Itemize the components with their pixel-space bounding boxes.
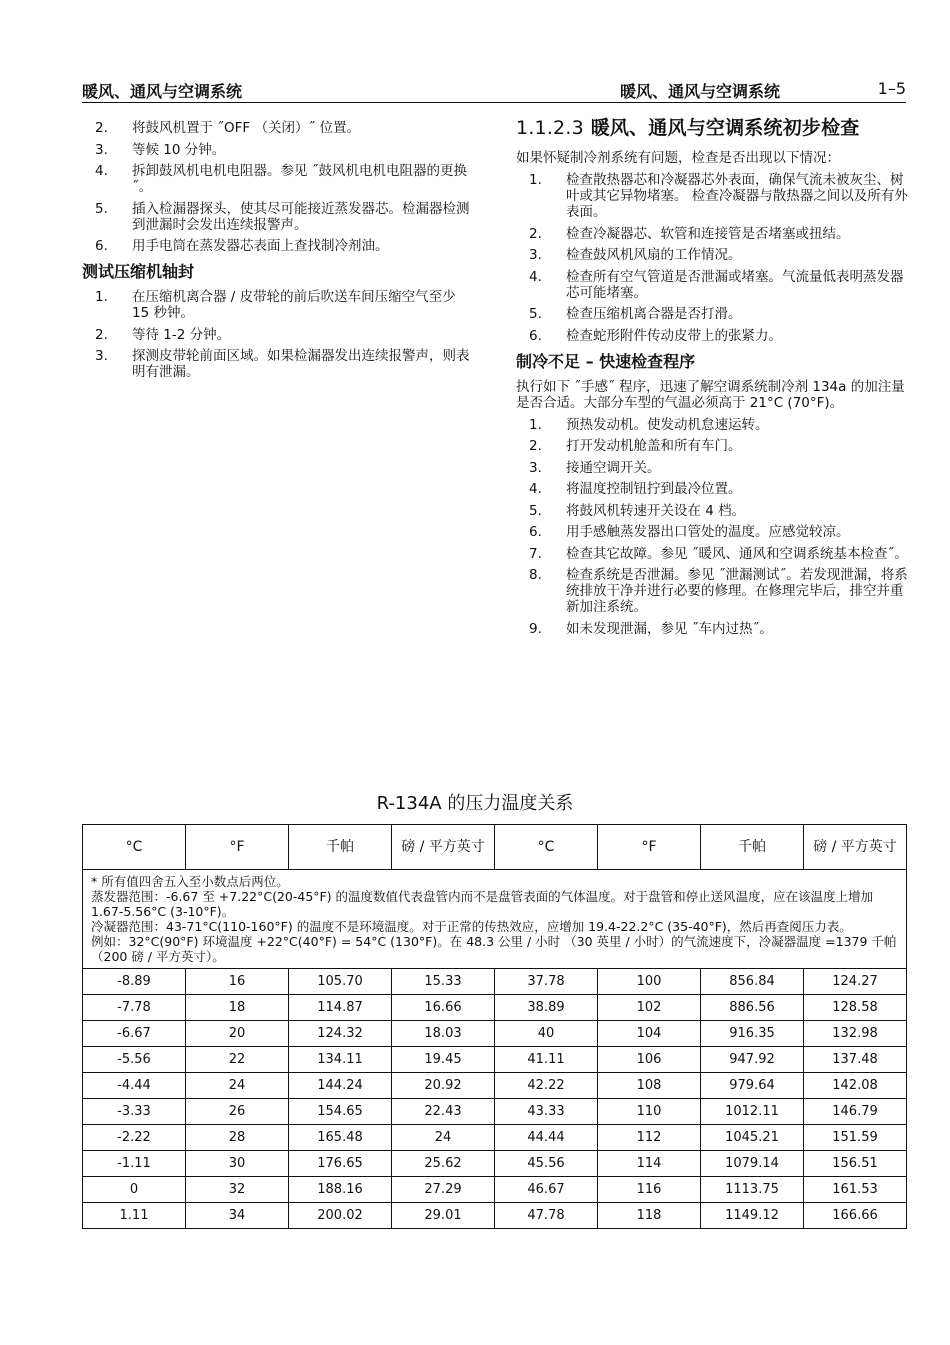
table-cell: 15.33 [392,969,495,995]
list-item [516,328,908,344]
step-number: 6. [95,238,108,254]
list-item [82,142,472,158]
step-text: 检查冷凝器芯、软管和连接管是否堵塞或扭结。 [566,225,850,242]
table-cell: 24 [392,1125,495,1151]
table-cell: 25.62 [392,1151,495,1177]
table-row [83,1047,907,1073]
step-number: 7. [529,545,542,562]
table-cell: 29.01 [392,1203,495,1229]
table-cell: 26 [186,1099,289,1125]
table-row [83,1203,907,1229]
step-number: 3. [95,141,108,158]
step-text: 在压缩机离合器 / 皮带轮的前后吹送车间压缩空气至少 15 秒钟。 [132,289,456,321]
step-number: 2. [95,326,108,343]
table-cell: 112 [598,1125,701,1151]
left-column [82,120,472,386]
table-cell: 151.59 [804,1125,907,1151]
table-cell: 34 [186,1203,289,1229]
table-cell: -3.33 [83,1099,186,1125]
step-text: 探测皮带轮前面区域。如果检漏器发出连续报警声，则表明有泄漏。 [132,348,470,380]
compressor-seal-subhead: 测试压缩机轴封 [82,262,195,281]
table-cell: 166.66 [804,1203,907,1229]
list-item [516,438,908,454]
step-text: 等候 10 分钟。 [132,141,226,158]
step-number: 3. [95,348,108,364]
table-cell: 916.35 [701,1021,804,1047]
table-cell: -7.78 [83,995,186,1021]
table-row [83,1021,907,1047]
table-cell: 105.70 [289,969,392,995]
table-cell: -4.44 [83,1073,186,1099]
section-title-text: 暖风、通风与空调系统初步检查 [590,117,860,139]
table-cell: 124.32 [289,1021,392,1047]
list-item [82,238,472,254]
compressor-seal-steps [82,289,472,380]
table-cell: 20.92 [392,1073,495,1099]
step-number: 5. [529,502,542,519]
list-item [516,460,908,476]
table-cell: 46.67 [495,1177,598,1203]
step-number: 4. [529,481,542,497]
page-header [82,78,906,103]
table-cell: 1149.12 [701,1203,804,1229]
list-item [516,247,908,263]
table-cell: 132.98 [804,1021,907,1047]
list-item [82,289,472,321]
step-number: 1. [529,416,542,433]
table-cell: 156.51 [804,1151,907,1177]
step-text: 检查所有空气管道是否泄漏或堵塞。气流量低表明蒸发器芯可能堵塞。 [566,268,904,301]
table-cell: 108 [598,1073,701,1099]
list-item [516,503,908,519]
step-text: 如未发现泄漏，参见 ˝车内过热˝。 [566,620,773,637]
table-cell: -2.22 [83,1125,186,1151]
step-number: 6. [529,327,542,344]
header-kpa: 千帕 [701,825,804,870]
table-cell: 1113.75 [701,1177,804,1203]
quick-check-paragraph: 执行如下 ˝手感˝ 程序，迅速了解空调系统制冷剂 134a 的加注量是否合适。大部分车型的气温必须高于 21°C (70°F)。 [516,378,905,411]
leak-test-steps [82,120,472,254]
table-cell: -5.56 [83,1047,186,1073]
table-cell: -8.89 [83,969,186,995]
table-cell: 114 [598,1151,701,1177]
step-number: 5. [529,306,542,322]
table-cell: 16 [186,969,289,995]
step-text: 用手感触蒸发器出口管处的温度。应感觉较凉。 [566,524,850,540]
list-item [82,348,472,380]
header-fahrenheit: °F [598,825,701,870]
table-cell: 1012.11 [701,1099,804,1125]
section-title [516,117,908,139]
step-number: 2. [529,225,542,242]
list-item [516,481,908,497]
step-number: 2. [529,438,542,454]
table-row [83,995,907,1021]
step-number: 8. [529,567,542,583]
table-cell: 19.45 [392,1047,495,1073]
table-row [83,1099,907,1125]
step-text: 将温度控制钮拧到最冷位置。 [566,481,742,497]
step-text: 插入检漏器探头，使其尽可能接近蒸发器芯。检漏器检测到泄漏时会发出连续报警声。 [132,200,470,233]
table-cell: 137.48 [804,1047,907,1073]
table-row [83,1177,907,1203]
table-cell: 100 [598,969,701,995]
step-number: 4. [529,268,542,285]
note-example: 例如：32°C(90°F) 环境温度 +22°C(40°F) = 54°C (130°F)。在 48.3 公里 / 小时 （30 英里 / 小时）的气流速度下，冷凝器温度 =1379 千帕 （200 磅 / 平方英寸）。 [91,934,897,964]
table-cell: 114.87 [289,995,392,1021]
table-cell: 38.89 [495,995,598,1021]
step-text: 接通空调开关。 [566,459,661,476]
preliminary-check-steps [516,172,908,344]
list-item [516,621,908,637]
table-cell: 146.79 [804,1099,907,1125]
table-header-row [83,825,907,870]
table-cell: 979.64 [701,1073,804,1099]
header-kpa: 千帕 [289,825,392,870]
table-cell: 110 [598,1099,701,1125]
list-item [516,524,908,540]
table-cell: 142.08 [804,1073,907,1099]
table-cell: 134.11 [289,1047,392,1073]
step-number: 2. [95,120,108,136]
step-text: 将鼓风机置于 ˝OFF （关闭）˝ 位置。 [132,120,361,136]
table-cell: 200.02 [289,1203,392,1229]
table-row [83,1151,907,1177]
table-notes [83,870,907,969]
list-item [516,567,908,615]
table-cell: 45.56 [495,1151,598,1177]
table-cell: 1079.14 [701,1151,804,1177]
table-cell: 188.16 [289,1177,392,1203]
step-number: 1. [95,289,108,305]
table-cell: 104 [598,1021,701,1047]
table-cell: 41.11 [495,1047,598,1073]
header-fahrenheit: °F [186,825,289,870]
right-column [516,117,908,642]
table-cell: 947.92 [701,1047,804,1073]
list-item [82,327,472,343]
table-cell: 22 [186,1047,289,1073]
table-cell: 16.66 [392,995,495,1021]
note-rounding: * 所有值四舍五入至小数点后两位。 [91,874,289,889]
step-text: 打开发动机舱盖和所有车门。 [566,438,742,454]
table-notes-row [83,870,907,969]
header-psi: 磅 / 平方英寸 [804,825,907,870]
table-cell: 32 [186,1177,289,1203]
list-item [82,163,472,195]
step-number: 4. [95,163,108,179]
header-psi: 磅 / 平方英寸 [392,825,495,870]
note-evaporator: 蒸发器范围：-6.67 至 +7.22°C(20-45°F) 的温度数值代表盘管内而不是盘管表面的气体温度。对于盘管和停止送风温度，应在该温度上增加 1.67-5.56°C (3-10°F)。 [91,889,874,919]
table-cell: 40 [495,1021,598,1047]
table-cell: 118 [598,1203,701,1229]
table-cell: 161.53 [804,1177,907,1203]
table-cell: 28 [186,1125,289,1151]
step-number: 5. [95,200,108,217]
list-item [82,120,472,136]
section-number: 1.1.2.3 [516,117,584,139]
step-number: 9. [529,620,542,637]
table-row [83,1073,907,1099]
step-number: 3. [529,459,542,476]
table-cell: 106 [598,1047,701,1073]
table-cell: 18 [186,995,289,1021]
list-item [516,269,908,301]
table-cell: 116 [598,1177,701,1203]
page-number: 1–5 [877,79,906,98]
intro-paragraph: 如果怀疑制冷剂系统有问题，检查是否出现以下情况： [516,150,840,166]
table-cell: 37.78 [495,969,598,995]
table-cell: 43.33 [495,1099,598,1125]
table-cell: 1.11 [83,1203,186,1229]
table-cell: 124.27 [804,969,907,995]
list-item [82,201,472,233]
pressure-temperature-table [82,824,907,1229]
step-number: 6. [529,524,542,540]
note-condenser: 冷凝器范围：43-71°C(110-160°F) 的温度不是环境温度。对于正常的传热效应，应增加 19.4-22.2°C (35-40°F)，然后再查阅压力表。 [91,919,852,934]
table-cell: 165.48 [289,1125,392,1151]
table-cell: 44.44 [495,1125,598,1151]
step-text: 检查其它故障。参见 ˝暖风、通风和空调系统基本检查˝。 [566,545,908,562]
table-cell: 154.65 [289,1099,392,1125]
list-item [516,172,908,220]
step-text: 检查系统是否泄漏。参见 ˝泄漏测试˝。若发现泄漏，将系统排放干净并进行必要的修理。在修理完毕后，排空并重新加注系统。 [566,567,908,615]
table-cell: 0 [83,1177,186,1203]
table-cell: -6.67 [83,1021,186,1047]
table-cell: -1.11 [83,1151,186,1177]
list-item [516,306,908,322]
table-cell: 1045.21 [701,1125,804,1151]
list-item [516,417,908,433]
list-item [516,226,908,242]
table-row [83,969,907,995]
step-number: 1. [529,172,542,188]
header-left-title: 暖风、通风与空调系统 [82,82,243,101]
step-text: 检查蛇形附件传动皮带上的张紧力。 [566,327,782,344]
table-cell: 42.22 [495,1073,598,1099]
table-cell: 856.84 [701,969,804,995]
header-celsius: °C [495,825,598,870]
step-text: 检查压缩机离合器是否打滑。 [566,306,742,322]
step-text: 等待 1-2 分钟。 [132,326,231,343]
step-text: 检查散热器芯和冷凝器芯外表面，确保气流未被灰尘、树叶或其它异物堵塞。 检查冷凝器与散热器之间以及所有外表面。 [566,172,908,220]
table-cell: 20 [186,1021,289,1047]
table-cell: 24 [186,1073,289,1099]
table-cell: 128.58 [804,995,907,1021]
table-row [83,1125,907,1151]
step-text: 检查鼓风机风扇的工作情况。 [566,247,742,263]
table-cell: 144.24 [289,1073,392,1099]
table-cell: 176.65 [289,1151,392,1177]
quick-check-steps [516,417,908,637]
table-cell: 18.03 [392,1021,495,1047]
step-text: 用手电筒在蒸发器芯表面上查找制冷剂油。 [132,238,389,254]
table-cell: 886.56 [701,995,804,1021]
table-cell: 22.43 [392,1099,495,1125]
table-cell: 102 [598,995,701,1021]
step-text: 预热发动机。使发动机怠速运转。 [566,416,769,433]
table-cell: 30 [186,1151,289,1177]
header-celsius: °C [83,825,186,870]
step-text: 拆卸鼓风机电机电阻器。参见 ˝鼓风机电机电阻器的更换˝。 [132,163,468,195]
header-right-title: 暖风、通风与空调系统 [620,82,781,101]
step-text: 将鼓风机转速开关设在 4 档。 [566,502,746,519]
table-cell: 27.29 [392,1177,495,1203]
table-cell: 47.78 [495,1203,598,1229]
list-item [516,546,908,562]
step-number: 3. [529,247,542,263]
table-title: R-134A 的压力温度关系 [376,793,574,814]
quick-check-subhead: 制冷不足 – 快速检查程序 [516,351,696,371]
